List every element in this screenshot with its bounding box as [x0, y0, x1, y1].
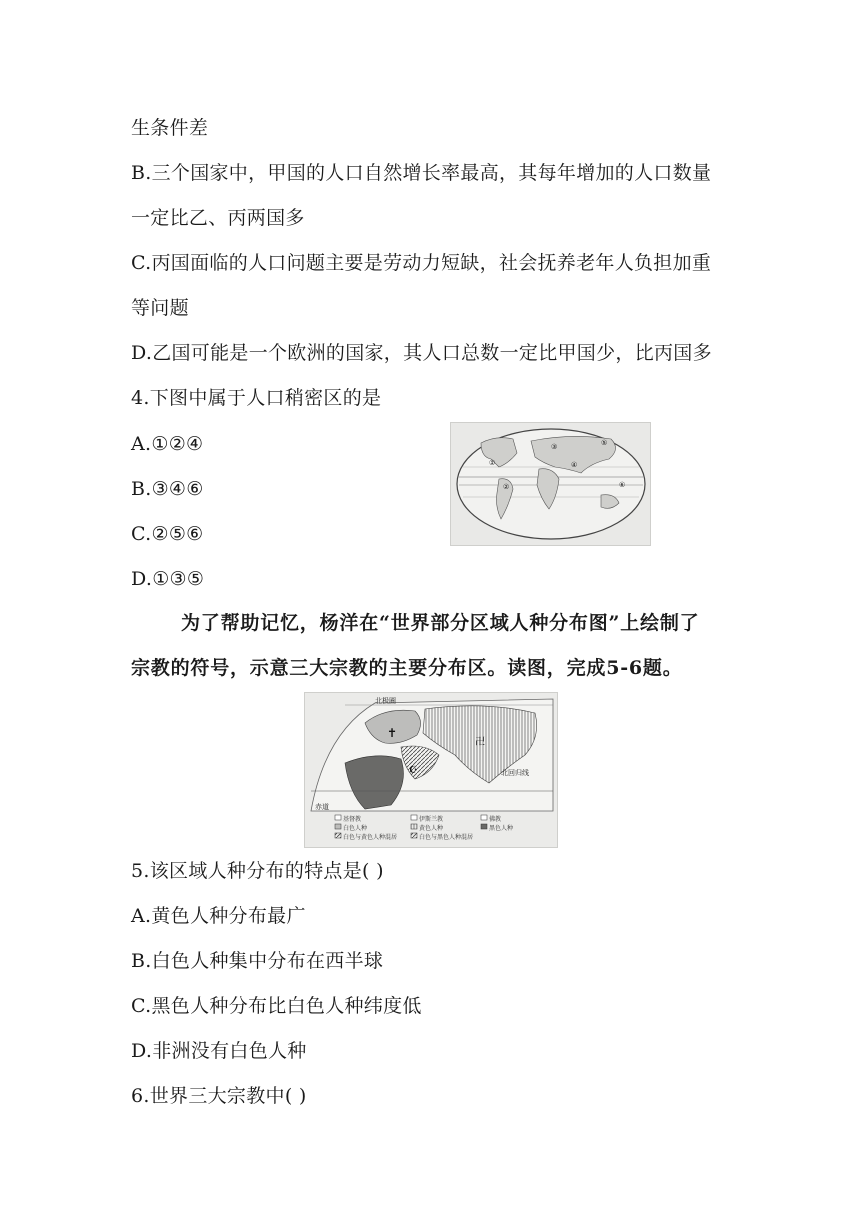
- question-6: 6.世界三大宗教中( ): [131, 1085, 307, 1107]
- arctic-label: 北极圈: [375, 697, 396, 705]
- option-c: C.黑色人种分布比白色人种纬度低: [131, 995, 422, 1017]
- marker-1: ①: [489, 459, 496, 467]
- option-d: D.非洲没有白色人种: [131, 1040, 307, 1062]
- equator-label: 赤道: [315, 803, 329, 811]
- text-line: 一定比乙、丙两国多: [131, 207, 305, 229]
- marker-4: ④: [571, 461, 578, 469]
- text-line: D.乙国可能是一个欧洲的国家，其人口总数一定比甲国少，比丙国多: [131, 342, 712, 364]
- option-c: C.②⑤⑥: [131, 523, 204, 545]
- legend-christianity: 基督教: [343, 816, 362, 823]
- legend-black-race: 黑色人种: [489, 825, 514, 832]
- marker-6: ⑥: [619, 481, 626, 489]
- legend-white-race: 白色人种: [343, 825, 368, 832]
- legend-islam: 伊斯兰教: [419, 816, 444, 823]
- text-line: 等问题: [131, 297, 189, 319]
- option-d: D.①③⑤: [131, 568, 205, 590]
- option-a: A.①②④: [131, 433, 204, 455]
- marker-2: ②: [503, 483, 510, 491]
- question-5: 5.该区域人种分布的特点是( ): [131, 860, 384, 882]
- text-line: 生条件差: [131, 117, 209, 139]
- buddhism-icon: 卍: [475, 737, 485, 748]
- tropic-label: 北回归线: [501, 769, 529, 777]
- text-line: C.丙国面临的人口问题主要是劳动力短缺，社会抚养老年人负担加重: [131, 252, 712, 274]
- islam-icon: ☪: [409, 765, 418, 776]
- question-4: 4.下图中属于人口稍密区的是: [131, 387, 382, 409]
- legend-yellow-race: 黄色人种: [419, 825, 444, 832]
- text-line: B.三个国家中，甲国的人口自然增长率最高，其每年增加的人口数量: [131, 162, 712, 184]
- intro-line-2: 宗教的符号，示意三大宗教的主要分布区。读图，完成5-6题。: [131, 657, 683, 679]
- legend-white-black-mixed: 白色与黑色人种混居: [419, 834, 474, 841]
- option-a: A.黄色人种分布最广: [131, 905, 306, 927]
- intro-line-1: 为了帮助记忆，杨洋在“世界部分区域人种分布图”上绘制了: [181, 612, 700, 634]
- marker-3: ③: [551, 443, 558, 451]
- race-religion-map: [304, 692, 558, 848]
- option-b: B.③④⑥: [131, 478, 204, 500]
- christianity-icon: ✝: [387, 726, 398, 740]
- world-map-drawing: [451, 423, 650, 545]
- world-population-map: [450, 422, 651, 546]
- legend-buddhism: 佛教: [489, 816, 502, 823]
- marker-5: ⑤: [601, 439, 608, 447]
- option-b: B.白色人种集中分布在西半球: [131, 950, 384, 972]
- legend-white-yellow-mixed: 白色与黄色人种混居: [343, 834, 398, 841]
